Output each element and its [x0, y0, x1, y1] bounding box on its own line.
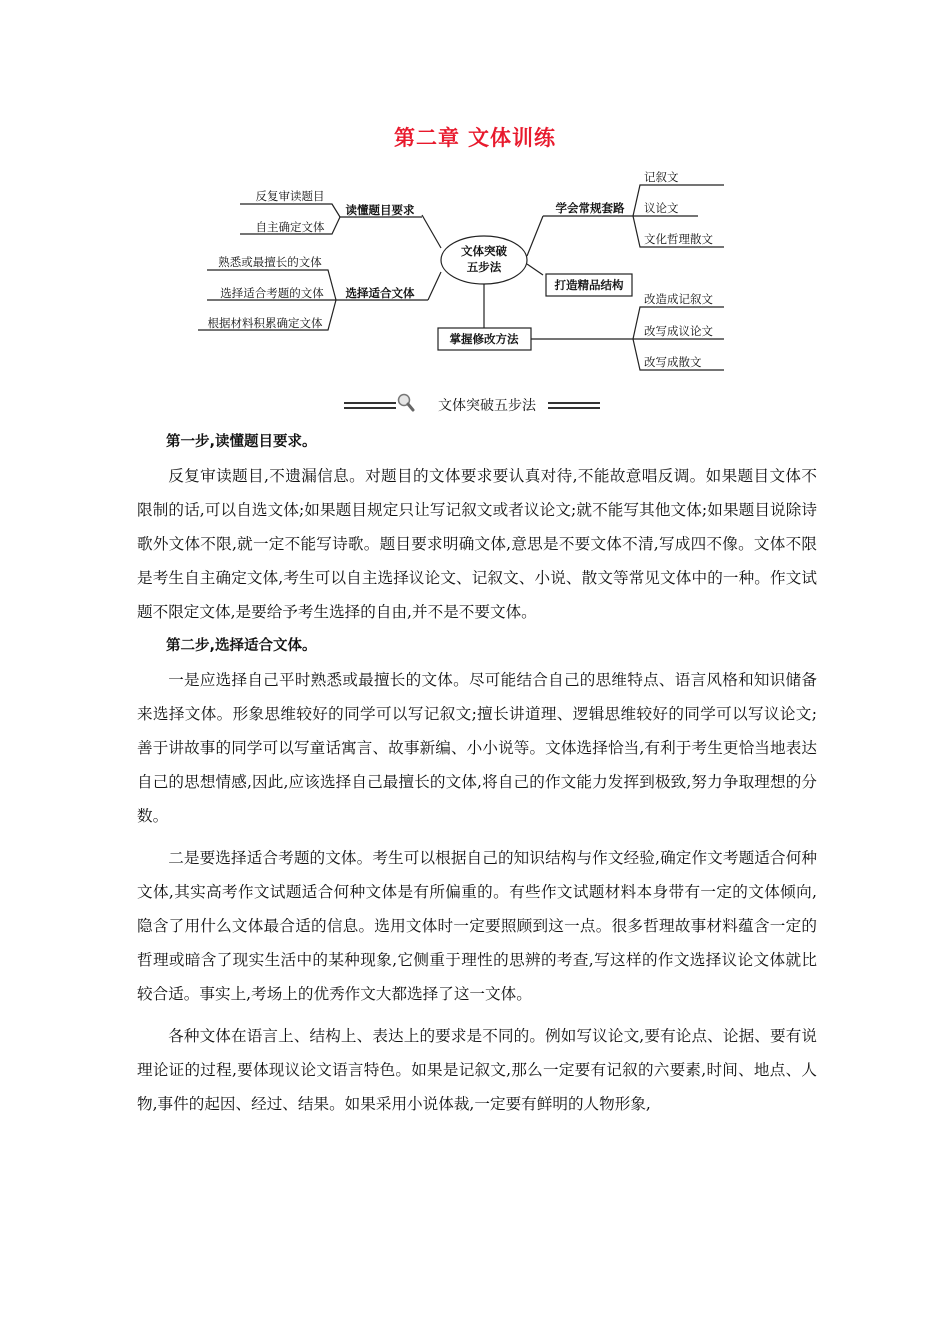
paragraph: 一是应选择自己平时熟悉或最擅长的文体。尽可能结合自己的思维特点、语言风格和知识储备来选择文体。形象思维较好的同学可以写记叙文;擅长讲道理、逻辑思维较好的同学可以写议论文;善于讲故事的同学可以写童话寓言、故事新编、小小说等。文体选择恰当,有利于考生更恰当地表达自己的思想情感,因此,应该选择自己最擅长的文体,将自己的作文能力发挥到极致,努力争取理想的分数。	[137, 671, 817, 825]
mindmap-leaf: 熟悉或最擅长的文体	[218, 255, 322, 269]
mindmap-leaf: 反复审读题目	[255, 189, 325, 203]
mindmap-diagram	[0, 160, 950, 380]
mindmap-leaf: 改写成议论文	[644, 324, 713, 338]
caption-rule-right	[548, 402, 600, 409]
mindmap-leaf: 改写成散文	[644, 355, 702, 369]
mindmap-leaf: 文化哲理散文	[644, 232, 713, 246]
caption-text: 文体突破五步法	[438, 398, 536, 414]
paragraph: 二是要选择适合考题的文体。考生可以根据自己的知识结构与作文经验,确定作文考题适合何种文体,其实高考作文试题适合何种文体是有所偏重的。有些作文试题材料本身带有一定的文体倾向,隐含了用什么文体最合适的信息。选用文体时一定要照顾到这一点。很多哲理故事材料蕴含一定的哲理或暗含了现实生活中的某种现象,它侧重于理性的思辨的考查,写这样的作文选择议论文体就比较合适。事实上,考场上的优秀作文大都选择了这一文体。	[137, 849, 817, 1003]
section-heading: 第一步,读懂题目要求。	[166, 434, 317, 450]
mindmap-leaf: 记叙文	[644, 170, 679, 184]
mindmap-leaf: 改造成记叙文	[644, 292, 713, 306]
mindmap-branch-read: 读懂题目要求	[345, 203, 415, 217]
mindmap-branch-choose: 选择适合文体	[345, 286, 415, 300]
mindmap-center-line1: 文体突破	[461, 244, 507, 258]
caption-rule-left	[344, 402, 396, 409]
mindmap-leaf: 自主确定文体	[255, 220, 325, 234]
mindmap-branch-routine: 学会常规套路	[555, 201, 625, 215]
paragraph: 反复审读题目,不遗漏信息。对题目的文体要求要认真对待,不能故意唱反调。如果题目文体不限制的话,可以自选文体;如果题目规定只让写记叙文或者议论文;就不能写其他文体;如果题目说除诗歌外文体不限,就一定不能写诗歌。题目要求明确文体,意思是不要文体不清,写成四不像。文体不限是考生自主确定文体,考生可以自主选择议论文、记叙文、小说、散文等常见文体中的一种。作文试题不限定文体,是要给予考生选择的自由,并不是不要文体。	[137, 467, 817, 621]
mindmap-leaf: 根据材料积累确定文体	[207, 316, 323, 330]
figure-caption	[0, 393, 950, 419]
magnifier-icon	[397, 393, 415, 413]
article-body	[137, 425, 817, 1121]
mindmap-branch-structure: 打造精品结构	[554, 278, 624, 292]
chapter-number: 第二章	[394, 126, 460, 150]
mindmap-leaf: 选择适合考题的文体	[220, 286, 324, 300]
paragraph: 各种文体在语言上、结构上、表达上的要求是不同的。例如写议论文,要有论点、论据、要有说理论证的过程,要体现议论文语言特色。如果是记叙文,那么一定要有记叙的六要素,时间、地点、人物,事件的起因、经过、结果。如果采用小说体裁,一定要有鲜明的人物形象,	[137, 1027, 817, 1113]
mindmap-leaf: 议论文	[644, 201, 679, 215]
chapter-name: 文体训练	[468, 126, 556, 150]
mindmap-center-line2: 五步法	[466, 260, 502, 274]
mindmap-branch-revise: 掌握修改方法	[449, 332, 519, 346]
section-heading: 第二步,选择适合文体。	[166, 638, 317, 654]
page-title	[0, 122, 950, 152]
